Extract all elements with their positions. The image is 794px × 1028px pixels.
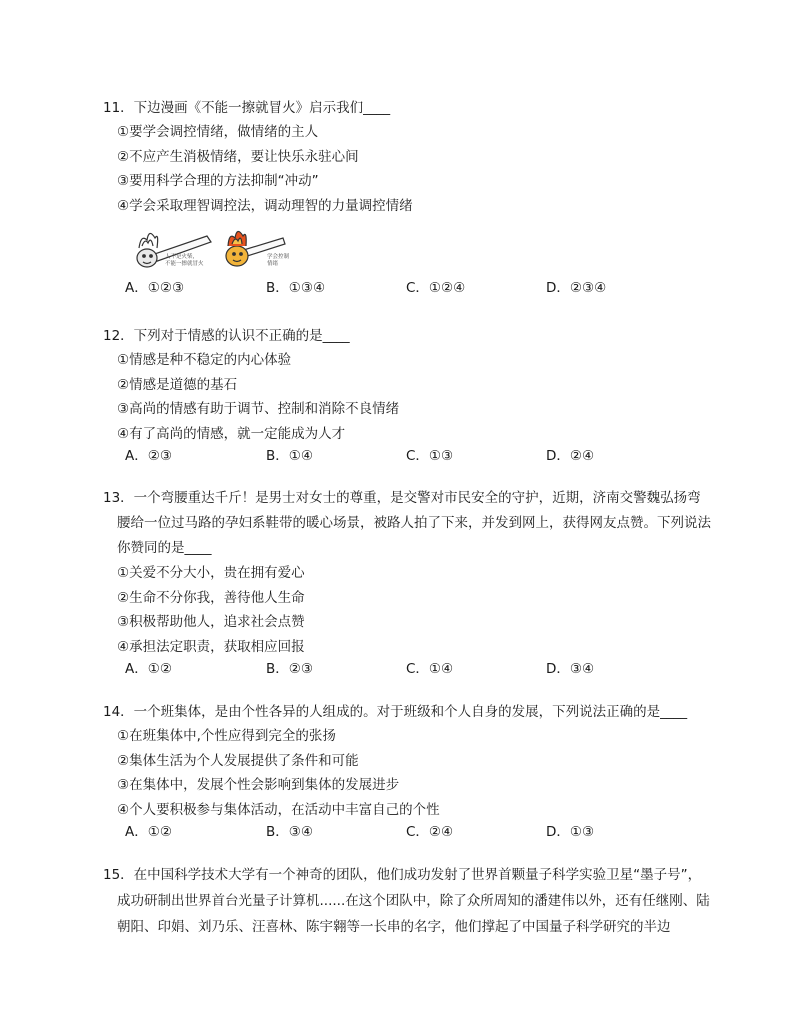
question-stem: 11．下边漫画《不能一擦就冒火》启示我们____ [103,100,391,116]
option-c[interactable]: C．②④ [406,824,454,840]
option-d[interactable]: D．①③ [546,824,595,840]
cartoon-caption-left-line2: 不能一擦就冒火 [165,261,204,267]
statement-item: ③积极帮助他人，追求社会点赞 [117,614,305,630]
question-14 [103,700,713,844]
statement-item: ①情感是种不稳定的内心体验 [117,352,292,368]
question-15 [103,862,713,940]
option-a[interactable]: A．①② [125,661,172,677]
option-c[interactable]: C．①②④ [406,280,466,296]
answer-options [125,657,713,681]
statement-item: ④学会采取理智调控法，调动理智的力量调控情绪 [117,197,413,214]
cartoon-caption-left: 人不是火柴， [165,254,199,260]
statement-item: ④个人要积极参与集体活动，在活动中丰富自己的个性 [117,801,440,818]
statement-item: ②情感是道德的基石 [117,376,238,393]
statement-item: ②集体生活为个人发展提供了条件和可能 [117,752,359,769]
question-stem: 15．在中国科学技术大学有一个神奇的团队，他们成功发射了世界首颗量子科学实验卫星“墨子号”，成功研制出世界首台光量子计算机......在这个团队中，除了众所周知的潘建伟以外，还有任继刚、陆朝阳、印娟、刘乃乐、汪喜林、陈宇翱等一长串的名字，他们撑起了中国量子科学研究的半边 [103,867,710,935]
option-a[interactable]: A．①② [125,824,172,840]
option-b[interactable]: B．①③④ [266,280,326,296]
option-d[interactable]: D．③④ [546,661,595,677]
statement-item: ③高尚的情感有助于调节、控制和消除不良情绪 [117,401,400,417]
statement-item: ①在班集体中,个性应得到完全的张扬 [117,728,336,744]
option-d[interactable]: D．②③④ [546,280,607,296]
answer-options [125,820,713,844]
statement-item: ①关爱不分大小，贵在拥有爱心 [117,565,305,581]
statement-item: ④有了高尚的情感，就一定能成为人才 [117,425,346,442]
statement-item: ①要学会调控情绪，做情绪的主人 [117,124,319,140]
option-c[interactable]: C．①③ [406,448,454,464]
statement-item: ②不应产生消极情绪，要让快乐永驻心间 [117,148,359,165]
question-13 [103,486,713,681]
answer-options [125,444,713,468]
option-a[interactable]: A．①②③ [125,280,185,296]
option-b[interactable]: B．②③ [266,661,313,677]
question-11 [103,96,713,300]
option-a[interactable]: A．②③ [125,448,172,464]
question-stem: 12．下列对于情感的认识不正确的是____ [103,328,350,344]
statement-item: ③在集体中，发展个性会影响到集体的发展进步 [117,777,400,793]
option-b[interactable]: B．③④ [266,824,313,840]
question-stem: 14．一个班集体，是由个性各异的人组成的。对于班级和个人自身的发展，下列说法正确的是____ [103,704,688,720]
question-12 [103,324,713,468]
statement-item: ②生命不分你我，善待他人生命 [117,589,305,606]
cartoon-caption-right: 学会控制 [267,254,290,260]
question-stem: 13．一个弯腰重达千斤！是男士对女士的尊重，是交警对市民安全的守护，近期，济南交警魏弘扬弯腰给一位过马路的孕妇系鞋带的暖心场景，被路人拍了下来，并发到网上，获得网友点赞。下列说法你赞同的是____ [103,490,711,556]
matches-cartoon-icon [125,218,315,276]
statement-item: ④承担法定职责，获取相应回报 [117,638,305,655]
statement-item: ③要用科学合理的方法抑制“冲动” [117,173,319,189]
option-d[interactable]: D．②④ [546,448,595,464]
cartoon-illustration [125,218,315,276]
cartoon-caption-right-line2: 情绪 [267,261,279,267]
option-c[interactable]: C．①④ [406,661,454,677]
option-b[interactable]: B．①④ [266,448,313,464]
answer-options [125,276,713,300]
